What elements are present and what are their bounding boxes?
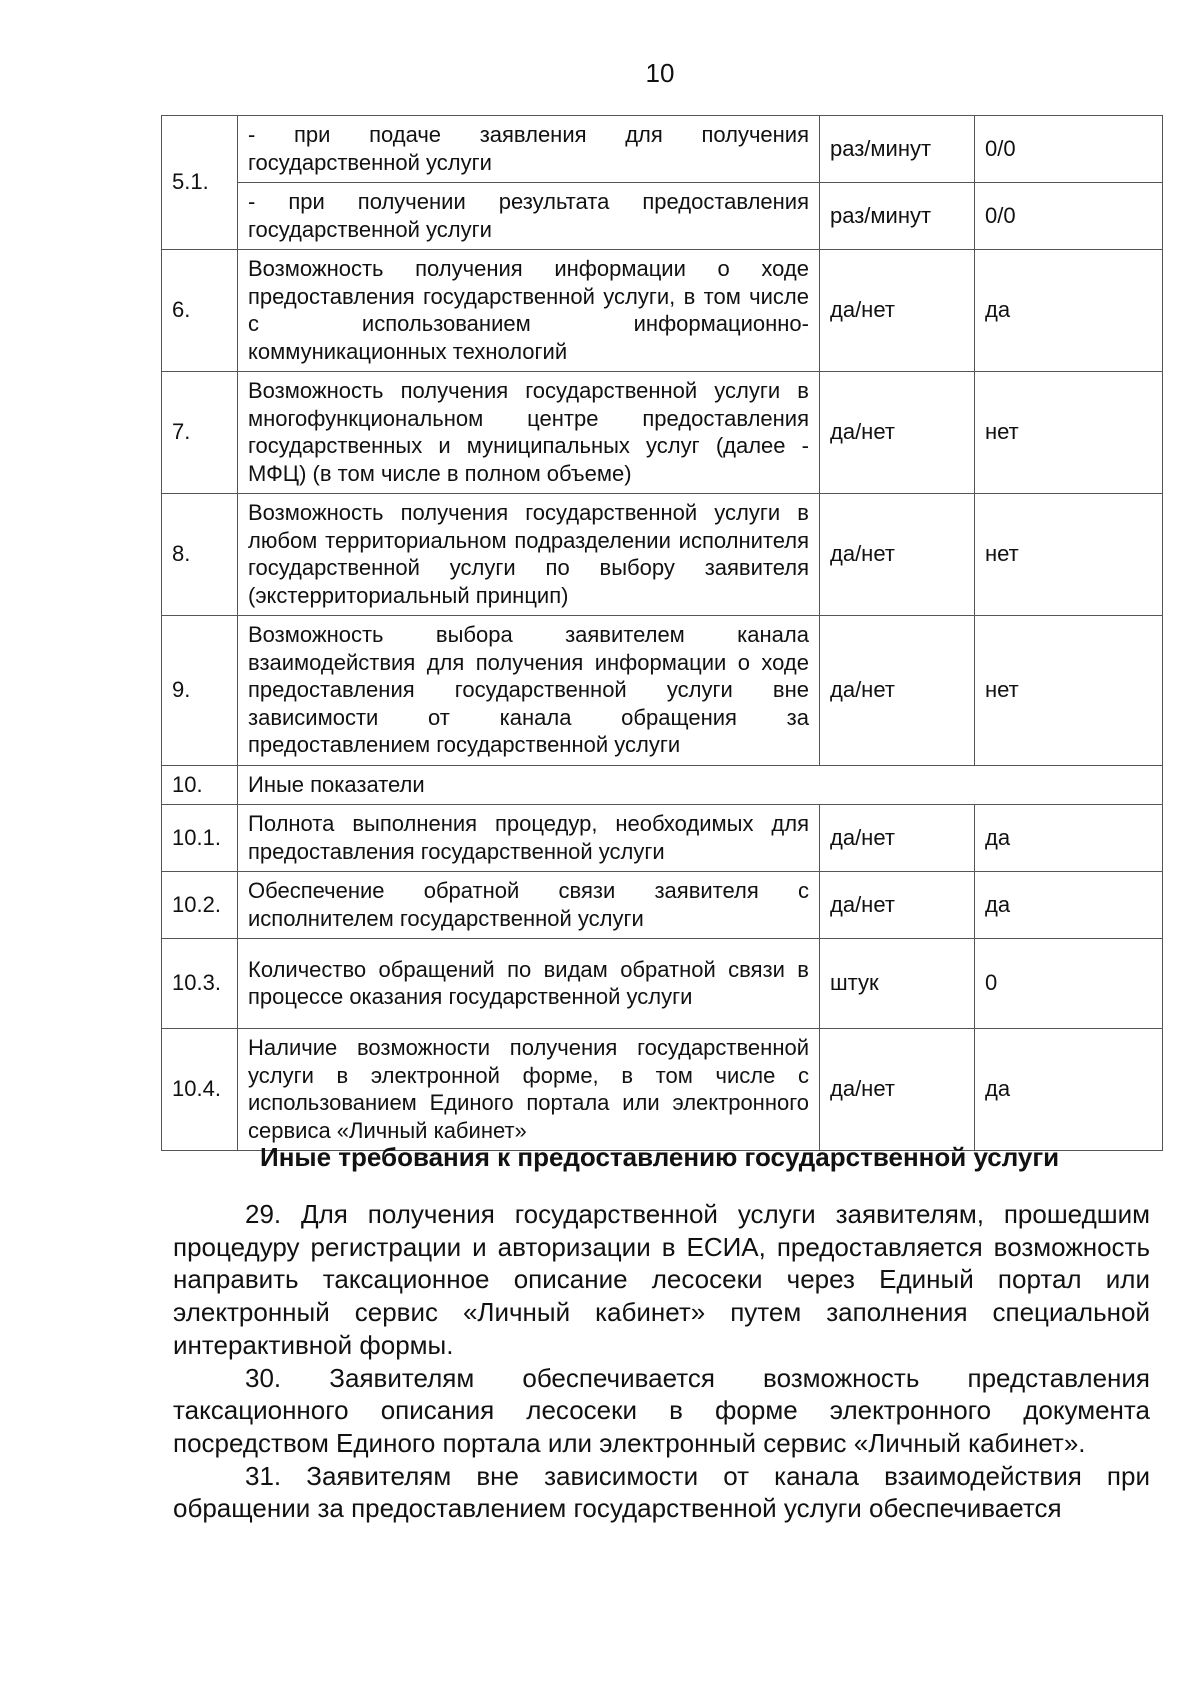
row-description: - при подаче заявления для получения государственной услуги — [238, 116, 820, 183]
row-unit: штук — [820, 939, 975, 1029]
table-row-5-1-b — [162, 183, 1163, 250]
indicators-table — [161, 115, 1163, 1151]
row-description: Количество обращений по видам обратной связи в процессе оказания государственной услуги — [238, 939, 820, 1029]
table-row-7 — [162, 372, 1163, 494]
row-value: нет — [975, 616, 1163, 766]
table-row-6 — [162, 250, 1163, 372]
row-number: 10. — [162, 765, 238, 805]
paragraph-31: 31. Заявителям вне зависимости от канала взаимодействия при обращении за предоставлением государственной услуги обеспечивается — [173, 1460, 1150, 1524]
row-unit: да/нет — [820, 872, 975, 939]
row-unit: да/нет — [820, 805, 975, 872]
row-value: да — [975, 1029, 1163, 1151]
table-row-10-1 — [162, 805, 1163, 872]
row-value: нет — [975, 372, 1163, 494]
body-text — [173, 1198, 1150, 1525]
row-number: 10.4. — [162, 1029, 238, 1151]
row-description: Обеспечение обратной связи заявителя с исполнителем государственной услуги — [238, 872, 820, 939]
row-number: 6. — [162, 250, 238, 372]
row-value: да — [975, 872, 1163, 939]
paragraph-29: 29. Для получения государственной услуги заявителям, прошедшим процедуру регистрации и авторизации в ЕСИА, предоставляется возможность направить таксационное описание лесосеки через Единый портал или электронный сервис «Личный кабинет» путем заполнения специальной интерактивной формы. — [173, 1199, 1150, 1360]
row-unit: да/нет — [820, 494, 975, 616]
row-number: 7. — [162, 372, 238, 494]
row-description: Полнота выполнения процедур, необходимых для предоставления государственной услуги — [238, 805, 820, 872]
row-description: Возможность получения государственной услуги в многофункциональном центре предоставления государственных и муниципальных услуг (далее - МФЦ) (в том числе в полном объеме) — [238, 372, 820, 494]
table-row-10 — [162, 765, 1163, 805]
row-value: 0/0 — [975, 116, 1163, 183]
row-value: 0 — [975, 939, 1163, 1029]
row-unit: да/нет — [820, 372, 975, 494]
row-number: 5.1. — [162, 116, 238, 250]
paragraph-30: 30. Заявителям обеспечивается возможность представления таксационного описания лесосеки в форме электронного документа посредством Единого портала или электронный сервис «Личный кабинет». — [173, 1362, 1150, 1458]
table-row-5-1-a — [162, 116, 1163, 183]
row-value: 0/0 — [975, 183, 1163, 250]
row-description: Наличие возможности получения государственной услуги в электронной форме, в том числе с использованием Единого портала или электронного сервиса «Личный кабинет» — [238, 1029, 820, 1151]
row-unit: да/нет — [820, 1029, 975, 1151]
row-unit: раз/минут — [820, 183, 975, 250]
row-description: Возможность получения государственной услуги в любом территориальном подразделении исполнителя государственной услуги по выбору заявителя (экстерриториальный принцип) — [238, 494, 820, 616]
row-description: Иные показатели — [238, 765, 1163, 805]
table-row-10-2 — [162, 872, 1163, 939]
table-row-10-3 — [162, 939, 1163, 1029]
row-number: 10.2. — [162, 872, 238, 939]
row-value: да — [975, 250, 1163, 372]
section-title: Иные требования к предоставлению государственной услуги — [260, 1142, 1060, 1172]
row-number: 10.1. — [162, 805, 238, 872]
row-description: - при получении результата предоставления государственной услуги — [238, 183, 820, 250]
row-description: Возможность получения информации о ходе предоставления государственной услуги, в том числе с использованием информационно-коммуникационных технологий — [238, 250, 820, 372]
page-number: 10 — [645, 58, 675, 88]
row-unit: да/нет — [820, 616, 975, 766]
row-value: нет — [975, 494, 1163, 616]
row-number: 8. — [162, 494, 238, 616]
row-unit: раз/минут — [820, 116, 975, 183]
row-number: 9. — [162, 616, 238, 766]
table-row-10-4 — [162, 1029, 1163, 1151]
row-number: 10.3. — [162, 939, 238, 1029]
table-row-8 — [162, 494, 1163, 616]
row-description: Возможность выбора заявителем канала взаимодействия для получения информации о ходе предоставления государственной услуги вне зависимости от канала обращения за предоставлением государственной услуги — [238, 616, 820, 766]
row-unit: да/нет — [820, 250, 975, 372]
table-row-9 — [162, 616, 1163, 766]
row-value: да — [975, 805, 1163, 872]
